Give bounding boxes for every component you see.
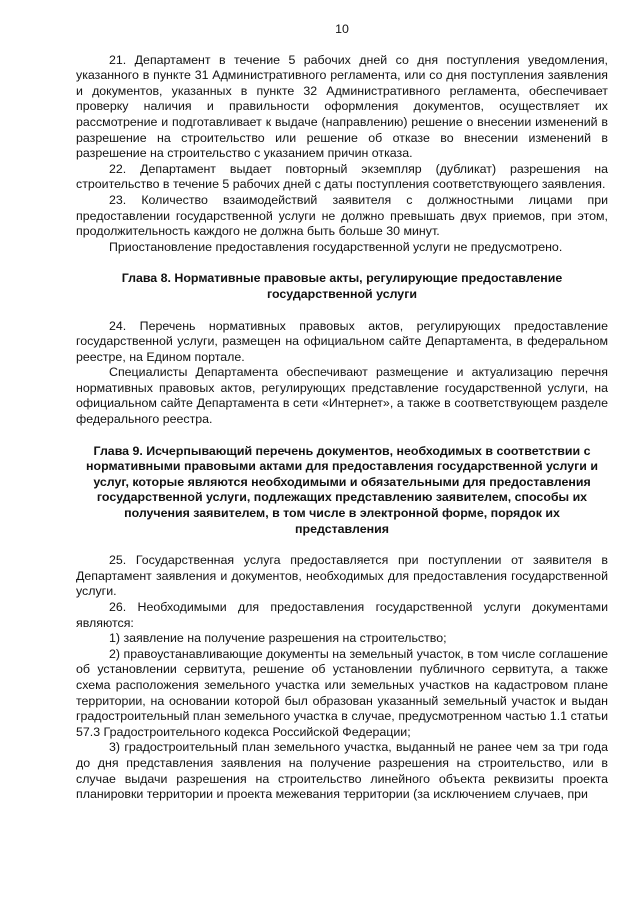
paragraph-24: 24. Перечень нормативных правовых актов, регулирующих предоставление государственной услуги, размещен на официальном сайте Департамента, в федеральном реестре, на Едином портале. [76,318,608,364]
page-number: 10 [335,22,349,36]
list-item-3: 3) градостроительный план земельного участка, выданный не ранее чем за три года до дня представления заявления на получение разрешения на строительство, или в случае выдачи разрешения на строительство линейного объекта реквизиты проекта планировки территории и проекта межевания территории (за исключением случаев, при [76,740,608,802]
paragraph-23: 23. Количество взаимодействий заявителя с должностными лицами при предоставлении государственной услуги не должно превышать двух приемов, при этом, продолжительность каждого не должна быть больше 30 минут. [76,192,608,239]
paragraph-suspension: Приостановление предоставления государственной услуги не предусмотрено. [109,239,563,254]
document-page [76,22,608,803]
paragraph-22: 22. Департамент выдает повторный экземпляр (дубликат) разрешения на строительство в течение 5 рабочих дней с даты поступления соответствующего заявления. [76,161,608,192]
paragraph-21: 21. Департамент в течение 5 рабочих дней со дня поступления уведомления, указанного в пункте 31 Административного регламента, или со дня поступления заявления и документов, указанных в пункте 32 Административного регламента, обеспечивает проверку наличия и правильности оформления документов, осуществляет их рассмотрение и подготавливает к выдаче (направлению) решение о внесении изменений в разрешение на строительство или решение об отказе во внесении изменений в разрешение на строительство с указанием причин отказа. [76,52,608,161]
list-item-2: 2) правоустанавливающие документы на земельный участок, в том числе соглашение об установлении сервитута, решение об установлении публичного сервитута, а также схема расположения земельного участка или земельных участков на кадастровом плане территории, на основании которой был образован указанный земельный участок и выдан градостроительный план земельного участка в случае, предусмотренном частью 1.1 статьи 57.3 Градостроительного кодекса Российской Федерации; [76,646,608,739]
paragraph-specialists: Специалисты Департамента обеспечивают размещение и актуализацию перечня нормативных правовых актов, регулирующих представление государственной услуги, на официальном сайте Департамента в сети «Интернет», а также в соответствующем разделе федерального реестра. [76,365,608,427]
chapter-8-heading: Глава 8. Нормативные правовые акты, регулирующие предоставление государственной услуги [121,271,563,301]
paragraph-26: 26. Необходимыми для предоставления государственной услуги документами являются: [76,600,608,630]
chapter-9-heading: Глава 9. Исчерпывающий перечень документов, необходимых в соответствии с нормативными правовыми актами для предоставления государственной услуги и услуг, которые являются необходимыми и обязательными для предоставления государственной услуги, подлежащих представлению заявителем, способы их получения заявителем, в том числе в электронной форме, порядок их представления [86,443,598,536]
list-item-1: 1) заявление на получение разрешения на строительство; [109,631,447,646]
paragraph-25: 25. Государственная услуга предоставляется при поступлении от заявителя в Департамент заявления и документов, необходимых для предоставления государственной услуги. [76,553,608,599]
